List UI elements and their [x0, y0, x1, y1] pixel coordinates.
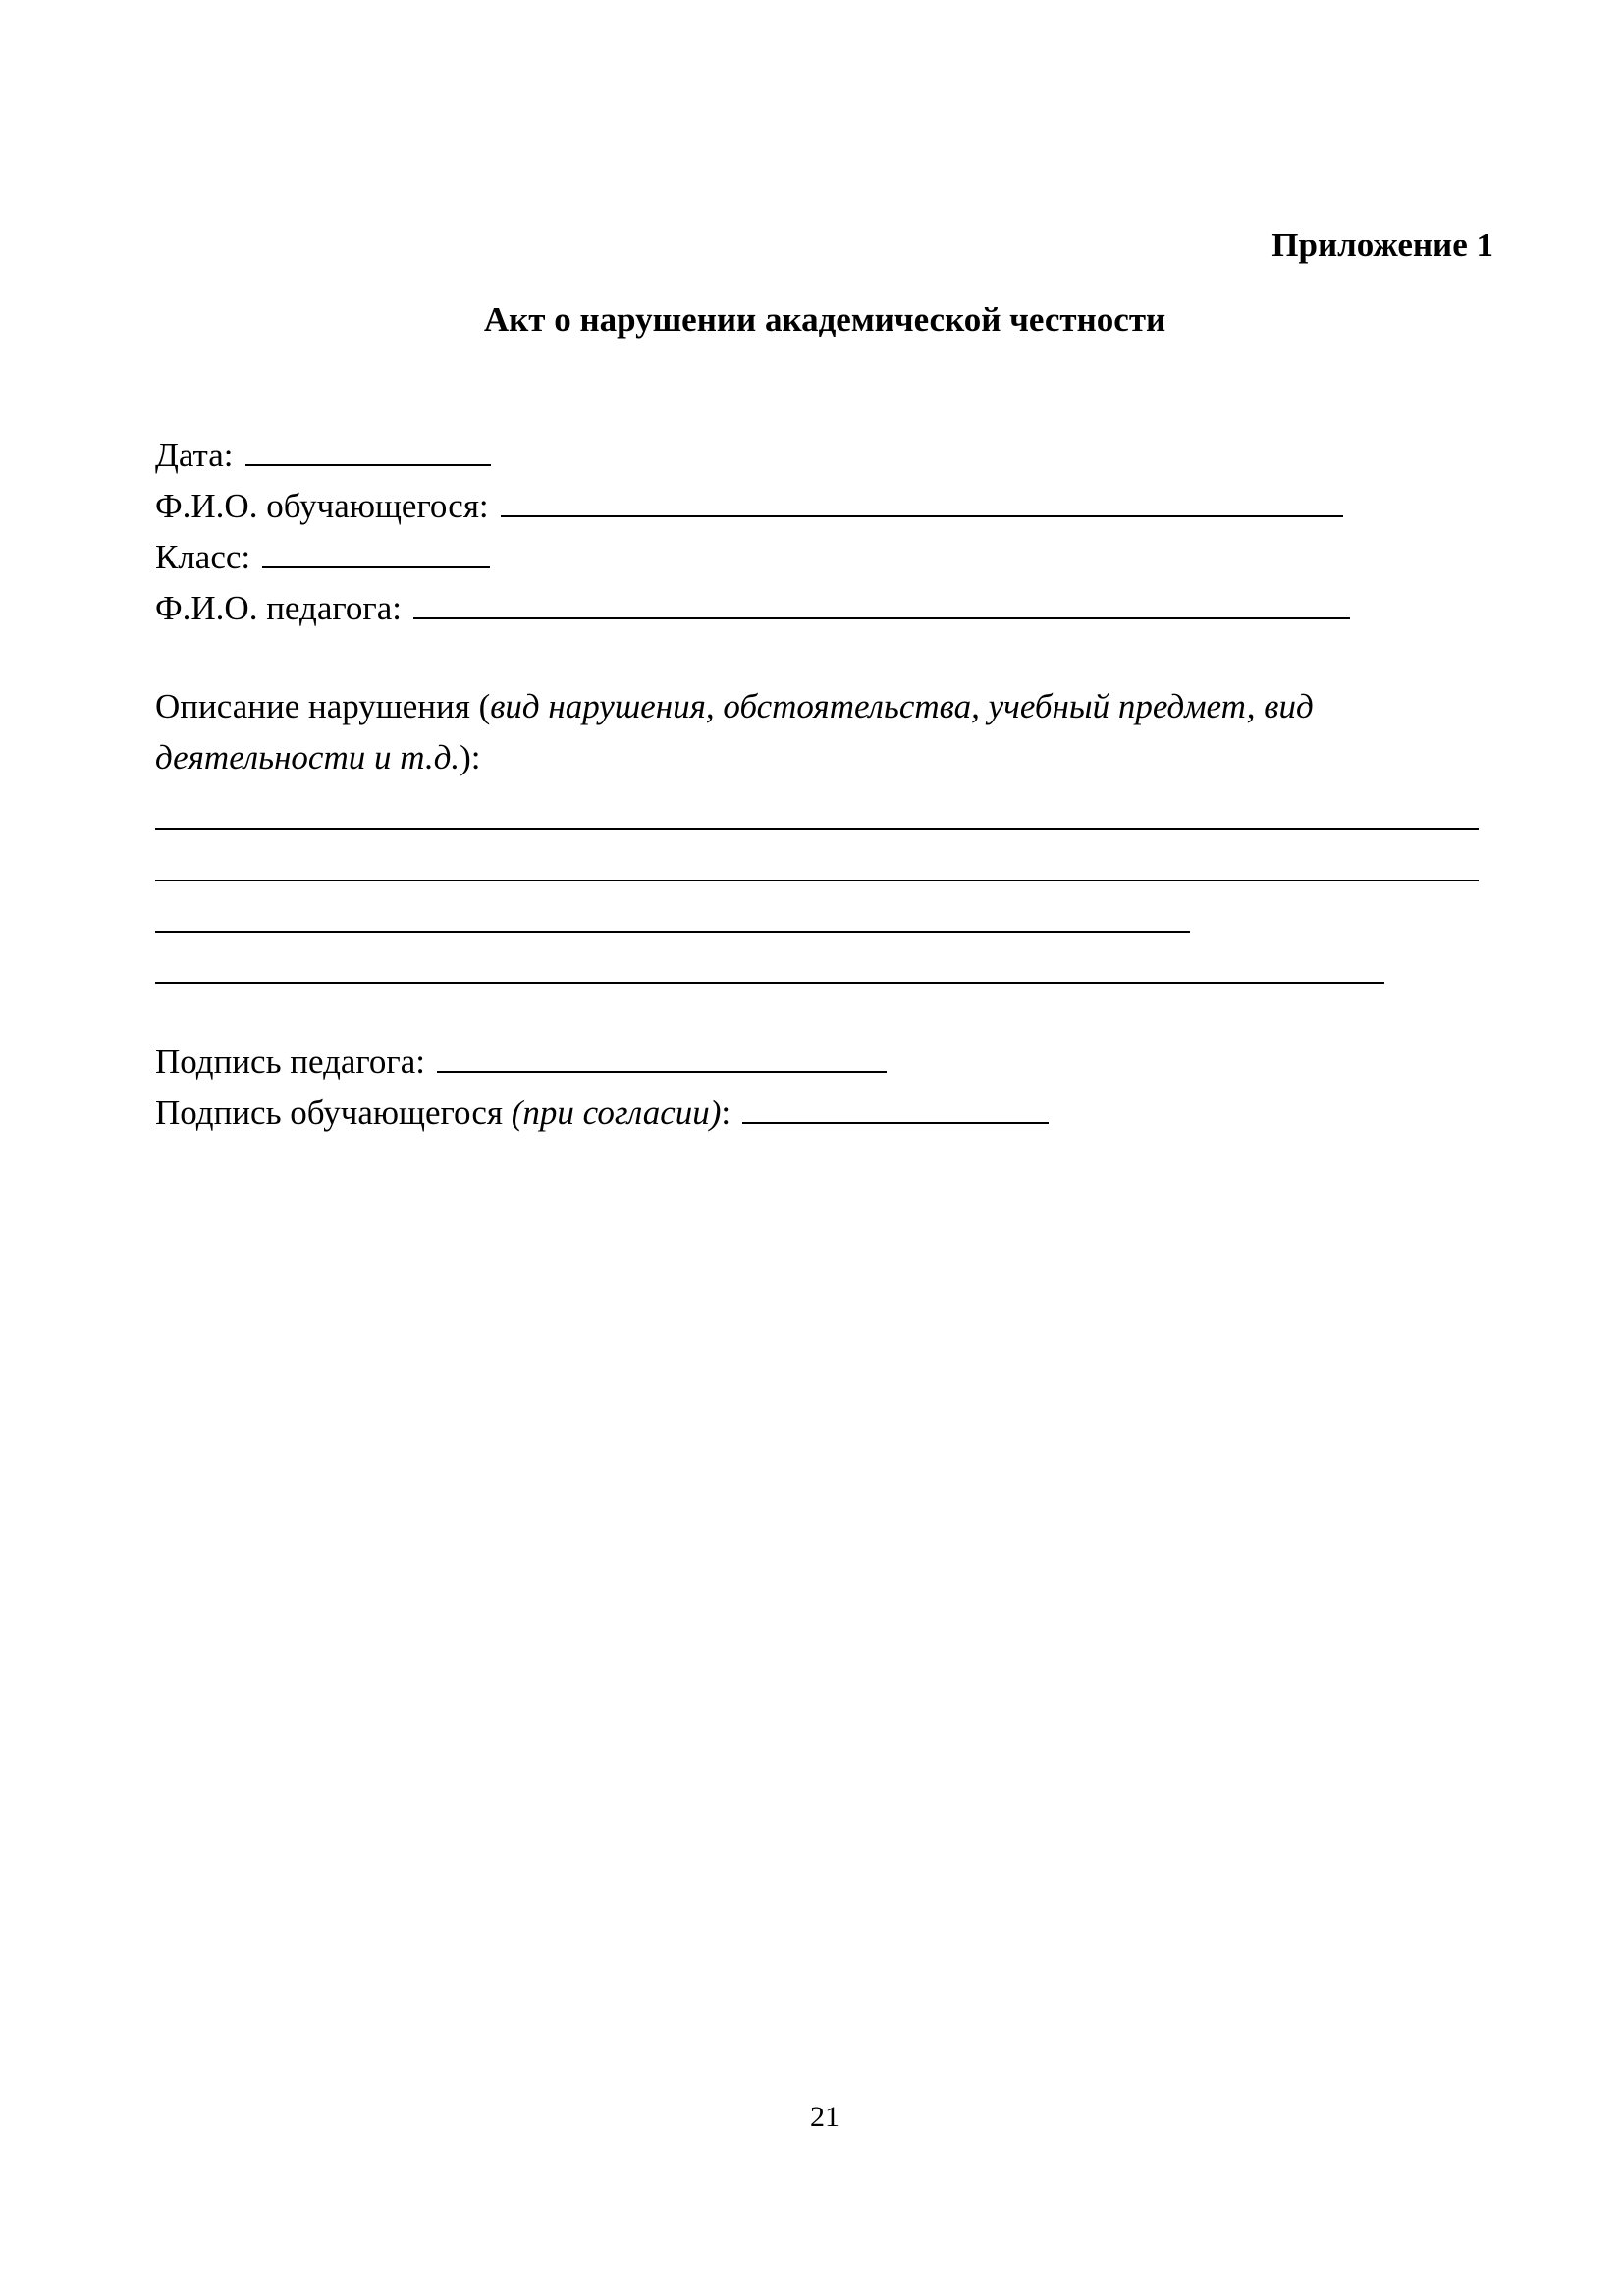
violation-description-label	[155, 681, 1476, 783]
date-label: Дата:	[155, 436, 234, 474]
student-signature-label-text: Подпись обучающегося	[155, 1094, 512, 1132]
teacher-name-field	[155, 589, 1350, 628]
class-blank[interactable]	[262, 539, 490, 568]
student-signature-blank[interactable]	[742, 1095, 1049, 1124]
description-line-2[interactable]	[155, 880, 1479, 881]
teacher-signature-field	[155, 1042, 887, 1082]
class-label: Класс:	[155, 538, 251, 576]
appendix-label: Приложение 1	[1271, 226, 1493, 264]
teacher-signature-label: Подпись педагога:	[155, 1042, 426, 1081]
class-field	[155, 538, 490, 577]
teacher-signature-blank[interactable]	[437, 1043, 887, 1073]
description-line-3[interactable]	[155, 931, 1190, 933]
student-signature-field	[155, 1094, 1049, 1133]
student-signature-label-italic: (при согласии)	[511, 1094, 722, 1132]
description-label-end: ):	[460, 738, 481, 776]
page-number: 21	[810, 2101, 839, 2133]
student-signature-label	[155, 1094, 730, 1133]
student-signature-label-end: :	[721, 1094, 731, 1132]
student-name-blank[interactable]	[501, 488, 1343, 517]
description-label-text: Описание нарушения (	[155, 687, 491, 725]
date-blank[interactable]	[245, 437, 491, 466]
teacher-name-label: Ф.И.О. педагога:	[155, 589, 402, 627]
description-line-1[interactable]	[155, 828, 1479, 830]
description-line-4[interactable]	[155, 982, 1384, 984]
date-field	[155, 436, 491, 475]
student-name-label: Ф.И.О. обучающегося:	[155, 487, 489, 525]
description-label-italic: вид нарушения, обстоятельства, учебный предмет, вид деятельности и т.д.	[155, 687, 1314, 776]
teacher-name-blank[interactable]	[413, 590, 1350, 619]
student-name-field	[155, 487, 1343, 526]
document-title: Акт о нарушении академической честности	[483, 300, 1166, 339]
